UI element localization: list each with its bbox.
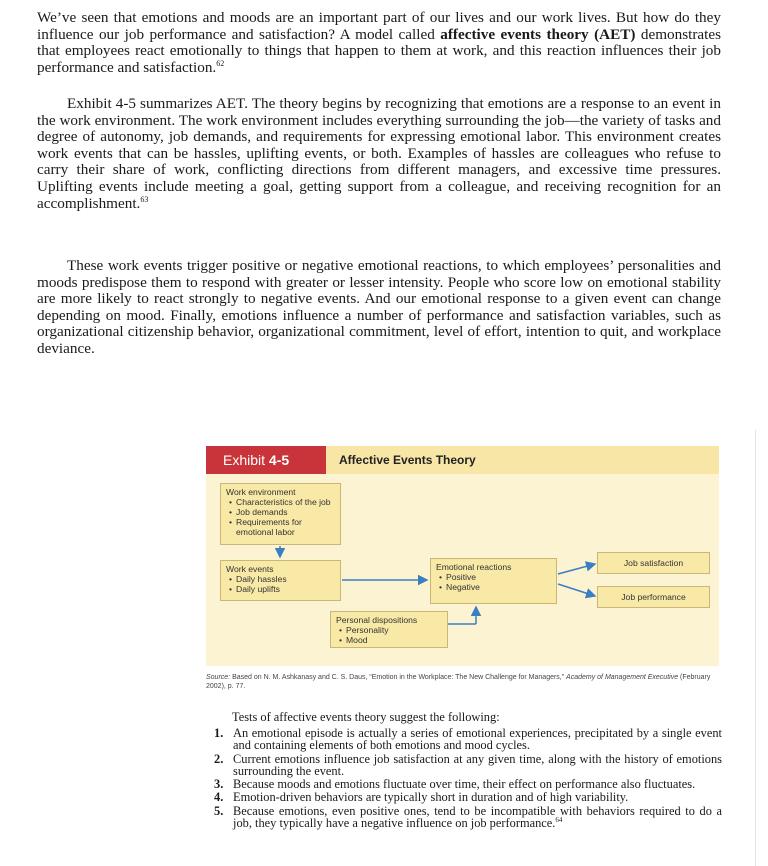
- list-item: [214, 727, 722, 752]
- list-number: 3.: [214, 777, 224, 792]
- page-edge-divider: [755, 430, 756, 866]
- paragraph-text: We’ve seen that emotions and moods are an important part of our lives and our work lives. But how do they influence our job performance and satisfaction? A model called: [37, 9, 721, 43]
- bullet-list: [226, 574, 335, 594]
- list-number: 4.: [214, 790, 224, 805]
- box-heading: Work environment: [226, 487, 296, 497]
- exhibit-figure: [206, 446, 719, 666]
- list-item: • Personality: [346, 625, 442, 635]
- list-text: Emotion-driven behaviors are typically short in duration and of high variability.: [233, 790, 629, 805]
- bullet-list: [226, 497, 335, 537]
- job-satisfaction-box: Job satisfaction: [597, 552, 710, 574]
- exhibit-label-word: Exhibit: [223, 452, 266, 468]
- personal-dispositions-box: [330, 611, 448, 648]
- paragraph-aet-summary: [37, 96, 721, 212]
- exhibit-number: 4-5: [268, 452, 290, 468]
- list-item: [214, 778, 722, 790]
- source-journal: Academy of Management Executive: [566, 674, 679, 681]
- source-prefix: Source:: [206, 674, 231, 681]
- list-item: [214, 753, 722, 778]
- tests-intro: Tests of affective events theory suggest the following:: [232, 710, 500, 724]
- box-heading: Personal dispositions: [336, 615, 418, 625]
- job-performance-box: Job performance: [597, 586, 710, 608]
- work-environment-box: [220, 483, 341, 545]
- paragraph-aet-intro: [37, 10, 721, 76]
- list-text: Because emotions, even positive ones, tend to be incompatible with behaviors required to do a job, they typically have a negative influence on job performance.: [233, 803, 722, 831]
- box-heading: Work events: [226, 564, 274, 574]
- footnote-ref[interactable]: 64: [555, 815, 563, 824]
- list-item: • Daily hassles: [236, 574, 335, 584]
- paragraph-text: demonstrates that employees react emotionally to things that happen to them at work, and this reaction influences their job performance and satisfaction.: [37, 25, 722, 76]
- footnote-ref[interactable]: 63: [140, 194, 149, 204]
- list-item: • Job demands: [236, 507, 335, 517]
- footnote-ref[interactable]: 62: [216, 58, 225, 68]
- bullet-list: [436, 572, 551, 592]
- list-item: [214, 805, 722, 830]
- list-text: Because moods and emotions fluctuate over time, their effect on performance also fluctuates.: [233, 777, 696, 792]
- source-text: Based on N. M. Ashkanasy and C. S. Daus, “Emotion in the Workplace: The New Challenge for Managers,”: [230, 674, 567, 681]
- bullet-list: [336, 625, 442, 645]
- paragraph-text: These work events trigger positive or negative emotional reactions, to which employees’ personalities and moods predispose them to respond with greater or lesser intensity. People who score low on emotional stability are more likely to react strongly to negative events. And our emotional response to a given event can change depending on mood. Finally, emotions influence a number of performance and satisfaction variables, such as organizational citizenship behavior, organizational commitment, level of effort, intention to quit, and workplace deviance.: [37, 257, 721, 357]
- work-events-box: [220, 560, 341, 601]
- list-item: • Mood: [346, 635, 442, 645]
- list-item: • Negative: [446, 582, 551, 592]
- list-number: 1.: [214, 726, 224, 740]
- tests-list: [214, 727, 722, 830]
- arrow-reactions-to-satisfaction: [558, 564, 595, 574]
- exhibit-title: Affective Events Theory: [339, 453, 476, 467]
- paragraph-aet-reactions: [37, 258, 721, 358]
- list-number: 2.: [214, 751, 224, 766]
- source-suffix: (February 2002), p. 77.: [206, 674, 711, 690]
- list-item: • Requirements for emotional labor: [236, 517, 335, 537]
- list-text: Current emotions influence job satisfaction at any given time, along with the history of emotions surrounding the event.: [233, 751, 722, 778]
- key-term: affective events theory (AET): [440, 25, 636, 43]
- list-text: An emotional episode is actually a series of emotional experiences, precipitated by a single event and containing elements of both emotions and mood cycles.: [233, 726, 722, 753]
- emotional-reactions-box: [430, 558, 557, 604]
- list-item: • Positive: [446, 572, 551, 582]
- list-item: • Daily uplifts: [236, 584, 335, 594]
- exhibit-source-note: [206, 673, 719, 691]
- list-item: • Characteristics of the job: [236, 497, 335, 507]
- box-heading: Emotional reactions: [436, 562, 512, 572]
- list-item: [214, 791, 722, 803]
- paragraph-text: Exhibit 4-5 summarizes AET. The theory begins by recognizing that emotions are a response to an event in the work environment. The work environment includes everything surrounding the job—the variety of tasks and degree of autonomy, job demands, and requirements for expressing emotional labor. This environment creates work events that can be hassles, uplifting events, or both. Examples of hassles are colleagues who refuse to carry their share of work, conflicting directions from different managers, and excessive time pressures. Uplifting events include meeting a goal, getting support from a colleague, and receiving recognition for an accomplishment.: [37, 95, 721, 212]
- list-number: 5.: [214, 803, 224, 818]
- arrow-reactions-to-performance: [558, 584, 595, 596]
